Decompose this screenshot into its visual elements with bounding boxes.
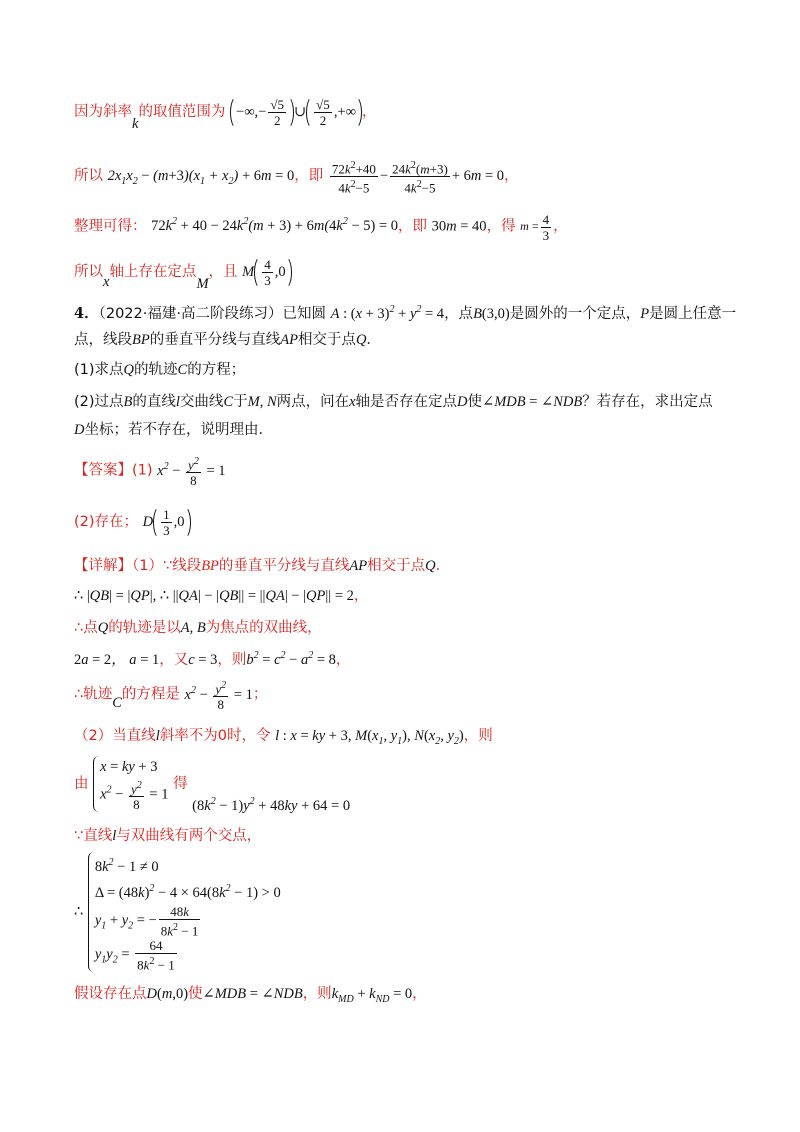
text: 点，线段 [74, 332, 132, 348]
text: 的直线 [132, 394, 176, 410]
math-Q: Q [355, 332, 367, 348]
text: ， [504, 168, 519, 185]
line-slope-range [74, 96, 377, 132]
math-C: C [177, 362, 188, 378]
math-BP: BP [201, 558, 219, 574]
math-expr2: $\frac{72k^2+40}{4k^2-5}$ − $\frac{24k^2(m+3)}{4k^2-5}$ + 6m = 0 [331, 160, 505, 196]
math-P: P [640, 305, 650, 322]
text: 相交于点 [297, 332, 356, 348]
math-x: x [349, 394, 356, 410]
math-c: c = 3 [188, 651, 218, 668]
text: ，即 [294, 168, 324, 185]
math-M: M [196, 275, 209, 292]
math-angle: ∠MDB = ∠NDB [202, 986, 303, 1002]
detail-line-8 [74, 826, 261, 846]
text: 斜率不为0时，令 [159, 728, 271, 744]
math-AB: A, B [180, 620, 206, 636]
math-l: l [175, 394, 180, 410]
line-fixed-point [74, 256, 292, 292]
math-range: −∞,− $\frac{√5}{2}$ ∪ $\frac{√5}{2}$ ,+∞ [230, 104, 362, 120]
question-2-cont [74, 420, 273, 440]
math-Dm: D(m,0) [146, 986, 189, 1002]
math-D-coord: D $\frac{1}{3}$ ,0 [143, 514, 191, 530]
text: 的轨迹是以 [108, 620, 181, 636]
math-C: C [223, 394, 234, 410]
math-30m: 30m = 40 [431, 218, 487, 235]
text: 是圆外的一个定点， [509, 305, 641, 322]
text: ， [553, 218, 568, 235]
math-AP: AP [349, 558, 368, 574]
detail-line-4 [74, 646, 350, 670]
text: ∴点 [74, 620, 98, 636]
text: 是圆上任意一 [649, 305, 737, 322]
math-system: x = ky + 3 $x^2$ − $\frac{y^2}{8}$ = 1 [93, 756, 168, 812]
math-C: C [112, 694, 122, 711]
text: 的垂直平分线与直线 [149, 332, 281, 348]
text: 的垂直平分线与直线 [218, 558, 350, 574]
text: 得 [173, 776, 188, 793]
math-Q: Q [123, 362, 135, 378]
text: ． [366, 332, 381, 348]
math-AP: AP [280, 332, 298, 348]
text: 整理可得： [74, 218, 147, 235]
text: (2)过点 [74, 394, 124, 410]
text: 因为斜率 [74, 103, 132, 120]
text: 交曲线 [179, 394, 224, 410]
detail-line-7 [74, 756, 351, 815]
detail-line-3 [74, 618, 322, 638]
math-l: l [112, 828, 117, 844]
math-expr: $72k^2 + 40 - 24k^2(m + 3) + 6m(4k^2 - 5) = 0$ [151, 216, 399, 235]
math-k: k [132, 115, 139, 132]
detail-label: 【详解】 [74, 558, 132, 574]
problem-line-1 [74, 300, 736, 324]
math-MN: M, N [247, 394, 277, 410]
detail-line-6 [74, 726, 493, 752]
text: 由 [74, 776, 89, 793]
text: 使 [467, 394, 483, 410]
text: 所以 [74, 263, 103, 280]
math-hyperbola: $x^2$ − $\frac{y^2}{8}$ = 1 [184, 680, 253, 713]
math-m: m = $\frac{4}{3}$ [520, 212, 550, 243]
text: 的方程是 [121, 686, 180, 703]
text: 为焦点的双曲线， [205, 620, 322, 636]
answer-line-2 [74, 506, 191, 539]
math-B: B(3,0) [473, 305, 510, 322]
text: 相交于点 [367, 558, 426, 574]
text: (1) [132, 462, 153, 479]
text: ，则 [302, 986, 332, 1002]
problem-line-2 [74, 330, 381, 350]
text: ， [412, 986, 427, 1002]
text: ， [361, 103, 377, 120]
text: ，则 [463, 728, 493, 744]
text: （2）当直线 [74, 728, 156, 744]
text: ∴轨迹 [74, 686, 113, 703]
math-B: B [123, 394, 133, 410]
text: 已知圆 [282, 305, 326, 322]
math-angle: ∠MDB = ∠NDB [482, 394, 583, 410]
math-x: x [103, 273, 110, 290]
text: 轴是否存在定点 [355, 394, 458, 410]
detail-line-1 [74, 556, 450, 576]
text: 与双曲线有两个交点， [116, 828, 262, 844]
math-quadratic: $(8k^2 - 1)y^2 + 48ky + 64 = 0$ [192, 796, 351, 815]
detail-line-2: ∴ |QB| = |QP|, ∴ ||QA| − |QB|| = ||QA| − |QP|| = 2， [74, 588, 369, 604]
text: ，点 [444, 305, 474, 322]
text: （1）∵线段 [132, 558, 202, 574]
answer-line-1 [74, 454, 226, 488]
problem-number: 4． [74, 304, 99, 322]
math-Q: Q [97, 620, 109, 636]
text: 坐标；若不存在，说明理由． [84, 422, 273, 438]
text: ∵直线 [74, 828, 113, 844]
question-1 [74, 360, 245, 380]
line-so [74, 158, 519, 196]
math-M-coord: M $\frac{4}{3}$ ,0 [242, 264, 291, 280]
text: ，即 [398, 218, 428, 235]
detail-line-9: ∴ $8k^2 - 1 \ne 0$ $\Delta = (48k)^2 - 4 \times 64(8k^2 - 1) > 0$ $y_1 + y_2$ = − $\frac{48k}{8k^2 - 1}$ $y_1y_2$ = $\frac{64}{8k^2 - 1}$ [74, 852, 281, 972]
text: ． [435, 558, 451, 574]
math-BP: BP [132, 332, 150, 348]
detail-line-10 [74, 984, 427, 1010]
text: 轴上存在定点 [109, 263, 197, 280]
math-Q: Q [425, 558, 436, 574]
detail-line-5 [74, 678, 267, 712]
text: 使 [188, 986, 203, 1002]
text: 假设存在点 [74, 986, 147, 1002]
math-line-eq: l : x = ky + 3, $M(x_1$, $y_1$), $N(x_2$, $y_2$) [275, 728, 464, 747]
line-simplify [74, 212, 568, 243]
text: ； [252, 686, 268, 703]
text: 的方程； [187, 362, 246, 378]
text: ，则 [217, 651, 247, 668]
problem-source: （2022·福建·高二阶段练习） [98, 305, 283, 322]
math-b: $b^2 = c^2 - a^2 = 8$ [246, 650, 336, 668]
math-hyperbola: $x^2$ − $\frac{y^2}{8}$ = 1 [157, 456, 226, 489]
text: 的取值范围为 [138, 103, 226, 120]
text: (1)求点 [74, 362, 124, 378]
text: ？若存在，求出定点 [582, 394, 713, 410]
text: 所以 [74, 168, 103, 185]
math-D: D [457, 394, 468, 410]
math-expr: $2x_1x_2 - (m+3)(x_1 + x_2) + 6m = 0$ [107, 168, 295, 188]
math-D: D [74, 422, 85, 438]
text: ， [335, 651, 351, 668]
text: 于 [233, 394, 248, 410]
math-abs: ∴ |QB| = |QP|, ∴ ||QA| − |QB|| = ||QA| − |QP|| = 2 [74, 588, 354, 604]
text: ，且 [208, 263, 238, 280]
question-2 [74, 392, 713, 412]
text: 的轨迹 [134, 362, 178, 378]
text: (2)存在； [74, 513, 139, 530]
math-a: 2a = 2， a = 1 [74, 651, 160, 668]
math-conditions: $8k^2 - 1 \ne 0$ $\Delta = (48k)^2 - 4 \times 64(8k^2 - 1) > 0$ $y_1 + y_2$ = − $\frac{48k}{8k^2 - 1}$ $y_1y_2$ = $\frac{64}{8k^2 - 1}$ [88, 852, 281, 972]
math-l: l [155, 728, 160, 744]
answer-label: 【答案】 [74, 462, 132, 479]
math-slopes: $k_{MD} + k_{ND} = 0$ [331, 986, 413, 1005]
text: ，得 [486, 218, 516, 235]
math-circle: A : $(x + 3)^2 + y^2 = 4$ [330, 304, 445, 322]
text: ，又 [159, 651, 189, 668]
text: 两点，问在 [276, 394, 350, 410]
